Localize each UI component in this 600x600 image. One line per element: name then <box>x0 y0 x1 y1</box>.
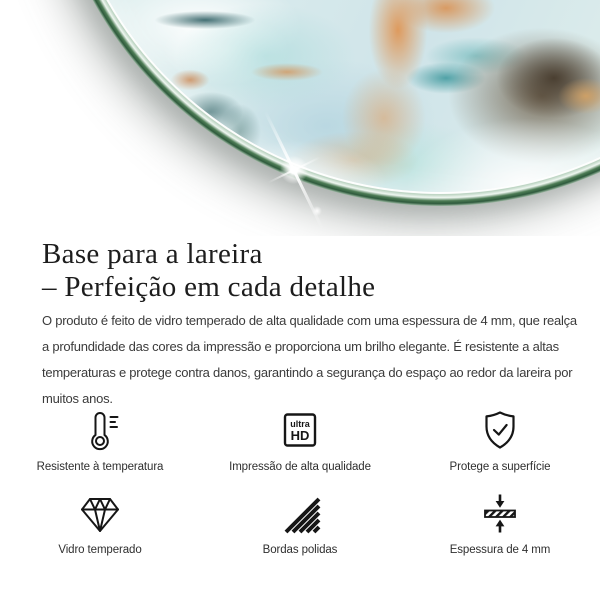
feature-label: Espessura de 4 mm <box>449 544 551 556</box>
shield-check-icon <box>400 406 600 454</box>
ultra-hd-icon-text-bottom: HD <box>290 428 310 443</box>
ultra-hd-icon <box>200 406 400 454</box>
feature-label: Impressão de alta qualidade <box>229 461 371 473</box>
edge-glint-icon <box>312 206 322 216</box>
features-grid <box>0 406 600 556</box>
page-title <box>0 238 600 304</box>
feature-label: Vidro temperado <box>58 544 142 556</box>
feature-label: Protege a superfície <box>449 461 551 473</box>
feature-print-quality <box>200 406 400 473</box>
polished-edges-icon <box>200 489 400 537</box>
feature-tempered-glass <box>0 489 200 556</box>
diamond-icon <box>0 489 200 537</box>
page-title-line2: – Perfeição em cada detalhe <box>42 271 376 303</box>
feature-label: Resistente à temperatura <box>36 461 164 473</box>
marble-print-surface <box>58 0 600 192</box>
feature-temperature <box>0 406 200 473</box>
product-hero-image <box>0 0 600 236</box>
feature-thickness <box>400 489 600 556</box>
feature-polished-edges <box>200 489 400 556</box>
product-description <box>0 308 600 412</box>
description-line: temperaturas e protege contra danos, garantindo a segurança do espaço ao redor da lareira por <box>42 365 573 380</box>
page-title-line1: Base para a lareira <box>42 238 263 270</box>
description-line: muitos anos. <box>42 391 113 406</box>
description-line: a profundidade das cores da impressão e proporciona um brilho elegante. É resistente a altas <box>42 339 559 354</box>
description-line: O produto é feito de vidro temperado de alta qualidade com uma espessura de 4 mm, que realça <box>42 313 577 328</box>
thickness-4mm-icon <box>400 489 600 537</box>
glass-disc-image <box>44 0 600 206</box>
feature-surface-protection <box>400 406 600 473</box>
ultra-hd-icon-text-top: ultra <box>290 419 310 429</box>
thermometer-icon <box>0 406 200 454</box>
feature-label: Bordas polidas <box>262 544 338 556</box>
